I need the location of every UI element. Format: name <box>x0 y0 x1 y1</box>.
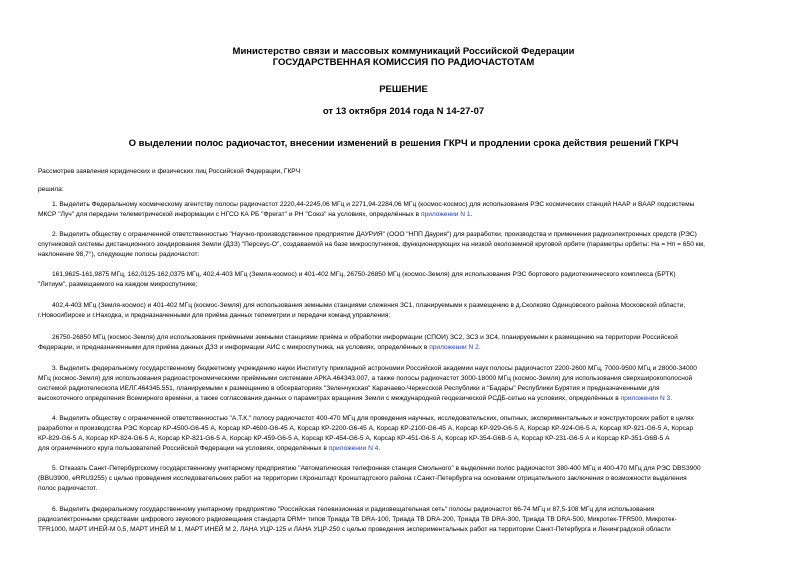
paragraph-2b: 402,4-403 МГц (Земля-космос) и 401-402 МГц (космос-Земля) для использования земными станциями слежения ЗС1, планируемыми к размещению в д.Сколково Одинцовского района Московской области, г.Новосибирске и г.Находка, и предназначенными для приёма данных телеметрии и передачи команд управления; <box>38 302 686 319</box>
paragraph-2a: 161,9625-161,9875 МГц, 162,0125-162,0375 МГц, 402,4-403 МГц (Земля-космос) и 401-402 МГц, 26750-26850 МГц (космос-Земля) для использования РЭС бортового радиотехнического комплекса (БРТК) "Литиум", размещаемого на каждом микроспутнике; <box>38 271 676 288</box>
link-appendix-2[interactable]: приложении N 2 <box>429 344 479 351</box>
commission-name: ГОСУДАРСТВЕННАЯ КОМИССИЯ ПО РАДИОЧАСТОТАМ <box>272 57 535 68</box>
paragraph-2c: 26750-26850 МГц (космос-Земля) для использования приёмными земными станциями приёма и обработки информации (СПОИ) ЗС2, ЗС3 и ЗС4, планируемыми к размещению на территории Российской Федерации, и предназначенными для приёма данных ДЗЗ и информации АИС с микроспутника, на условиях, определённых в приложении N 2. <box>38 334 678 351</box>
ministry-name: Министерство связи и массовых коммуникаций Российской Федерации <box>232 46 575 57</box>
resolved-label: решила: <box>38 186 64 193</box>
paragraph-5: 5. Отказать Санкт-Петербургскому государственному унитарному предприятию "Автоматическая телефонная станция Смольного" в выделении полос радиочастот 380-400 МГц и 400-470 МГц для РЭС DBS3900 (BBU3900, eRRU3255) с целью проведения исследовательских работ на территории г.Кронштадт Кронштадтского района г.Санкт-Петербурга на основании отрицательного заключения о возможности выделения полос радиочастот. <box>38 465 701 492</box>
header-block <box>0 46 807 68</box>
paragraph-2: 2. Выделить обществу с ограниченной ответственностью "Научно-производственное предприятие ДАУРИЯ" (ООО "НПП Даурия") для разработки, производства и применения радиоэлектронных средств (РЭС) спутниковой системы дистанционного зондирования Земли (ДЗЗ) "Персеус-О", создаваемой на базе микроспутников, функционирующих на низкой околоземной круговой орбите (параметры орбиты: На = Нп = 650 км, наклонение 98,7°), следующие полосы радиочастот: <box>38 231 705 258</box>
intro-text: Рассмотрев заявления юридических и физических лиц Российской Федерации, ГКРЧ <box>38 168 301 175</box>
link-appendix-4[interactable]: приложении N 4 <box>328 445 379 452</box>
decision-heading: РЕШЕНИЕ <box>379 84 428 95</box>
link-appendix-3[interactable]: приложении N 3 <box>620 395 671 402</box>
paragraph-3: 3. Выделить федеральному государственному бюджетному учреждению науки Институту прикладной астрономии Российской академии наук полосы радиочастот 2200-2600 МГц, 7000-9500 МГц и 28000-34000 МГц (космос-Земля) для использования радиоастрономическими приёмными системами АРКА.464343.007, а также полосы радиочастот 3000-18000 МГц (космос-Земля) для использования сверхширокополосной системой радиотелескопа ИЕЛГ.464345.551, планируемыми к размещению в обсерваториях "Зеленчукская" Карачаево-Черкесской Республики и "Бадары" Республики Бурятия и предназначенными для высокоточного определения Всемирного времени, а также согласования данных о параметрах вращения Земли с международной геодезической РСДБ-сетью на условиях, определённых в приложении N 3. <box>38 365 697 402</box>
link-appendix-1[interactable]: приложении N 1 <box>420 211 471 218</box>
paragraph-4: 4. Выделить обществу с ограниченной ответственностью "А.Т.К." полосу радиочастот 400-470 МГц для проведения научных, исследовательских, опытных, экспериментальных и конструкторских работ в целях разработки и производства РЭС Корсар КР-4500-G6-45 А, Корсар КР-4600-G6-45 А, Корсар КР-2200-G6-45 А, Корсар КР-2100-G6-45 А, Корсар КР-929-G6-5 А, Корсар КР-924-G6-5 А, Корсар КР-921-G6-5 А, Корсар КР-829-G6-5 А, Корсар КР-824-G6-5 А, Корсар КР-821-G6-5 А, Корсар КР-459-G6-5 А, Корсар КР-454-G6-5 А, Корсар КР-451-G6-5 А, Корсар КР-354-G6В-5 А, Корсар КР-231-G6-5 А и Корсар КР-351-G6В-5 А для ограниченного круга пользователей Российской Федерации на условиях, определённых в приложении N 4. <box>38 415 694 452</box>
intro-paragraph <box>38 167 798 177</box>
paragraph-1: 1. Выделить Федеральному космическому агентству полосы радиочастот 2220,44-2245,06 МГц и 2271,94-2284,06 МГц (космос-космос) для использования РЭС космических станций НААР и ВААР подсистемы МКСР "Луч" для передачи телеметрической информации с НГСО КА РБ "Фрегат" и РН "Союз" на условиях, определённых в приложении N 1. <box>38 201 695 218</box>
decision-title: О выделении полос радиочастот, внесении изменений в решения ГКРЧ и продлении срока действия решений ГКРЧ <box>128 138 679 149</box>
paragraph-6: 6. Выделить федеральному государственному унитарному предприятию "Российская телевизионная и радиовещательная сеть" полосы радиочастот 66-74 МГц и 87,5-108 МГц для использования радиоэлектронными средствами цифрового звукового радиовещания стандарта DRM+ типов Триада ТВ DRA-100, Триада ТВ DRA-200, Триада ТВ DRA-300, Триада ТВ DRA-500, Микротек-TFR500, Микротек- TFR1000, МАРТ ИНЕЙ-М 0,5, МАРТ ИНЕЙ М 1, МАРТ ИНЕЙ М 2, ЛАНА УЦР-125 и ЛАНА УЦР-250 с целью проведения экспериментальных работ на территории Санкт-Петербурга и Ленинградской области <box>38 506 677 533</box>
decision-date-number: от 13 октября 2014 года N 14-27-07 <box>322 106 485 117</box>
